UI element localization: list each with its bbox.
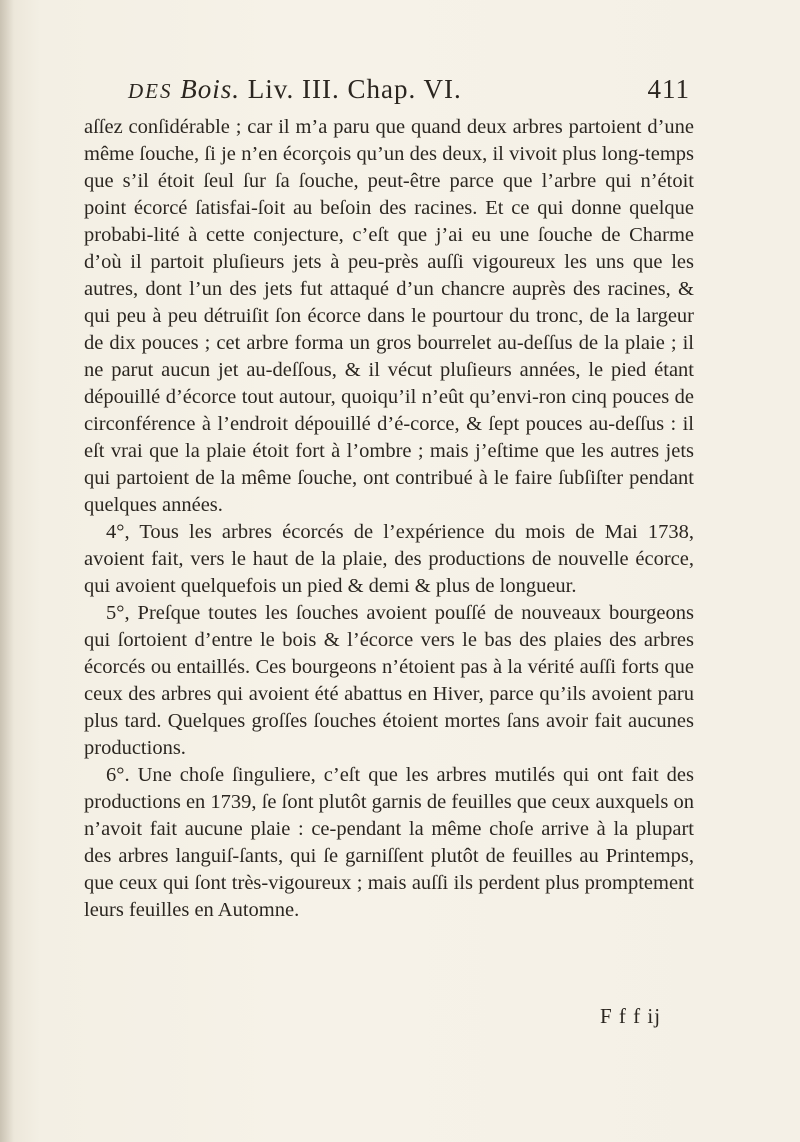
running-head-bois: Bois. <box>180 74 241 104</box>
body-text <box>84 114 694 924</box>
paragraph-item-5: 5°, Preſque toutes les ſouches avoient pouſſé de nouveaux bourgeons qui ſortoient d’entre le bois & l’écorce vers le bas des plaies des arbres écorcés ou entaillés. Ces bourgeons n’étoient pas à la vérité auſſi forts que ceux des arbres qui avoient été abattus en Hiver, parce qu’ils avoient paru plus tard. Quelques groſſes ſouches étoient mortes ſans avoir fait aucunes productions. <box>84 602 694 759</box>
running-head-title <box>128 74 462 105</box>
signature-mark: F f f ij <box>600 1004 662 1028</box>
running-head-des: DES <box>128 79 173 103</box>
page-number: 411 <box>647 74 690 104</box>
paragraph-item-4: 4°, Tous les arbres écorcés de l’expérience du mois de Mai 1738, avoient fait, vers le haut de la plaie, des productions de nouvelle écorce, qui avoient quelquefois un pied & demi & plus de longueur. <box>84 521 694 597</box>
paragraph-item-6: 6°. Une choſe ſinguliere, c’eſt que les arbres mutilés qui ont fait des productions en 1739, ſe ſont plutôt garnis de feuilles que ceux auxquels on n’avoit fait aucune plaie : ce-pendant la même choſe arrive à la plupart des arbres languiſ-ſants, qui ſe garniſſent plutôt de feuilles au Printemps, que ceux qui ſont très-vigoureux ; mais auſſi ils perdent plus promptement leurs feuilles en Automne. <box>84 764 694 921</box>
running-head-chapter: Liv. III. Chap. VI. <box>247 74 462 104</box>
running-head <box>128 74 690 114</box>
gutter-shadow <box>0 0 14 1142</box>
paragraph-continued: aſſez conſidérable ; car il m’a paru que quand deux arbres partoient d’une même ſouche, ſi je n’en écorçois qu’un des deux, il vivoit plus long-temps que s’il étoit ſeul ſur ſa ſouche, peut-être parce que l’arbre qui n’étoit point écorcé ſatisfai-ſoit au beſoin des racines. Et ce qui donne quelque probabi-lité à cette conjecture, c’eſt que j’ai eu une ſouche de Charme d’où il partoit pluſieurs jets à peu-près auſſi vigoureux les uns que les autres, dont l’un des jets fut attaqué d’un chancre auprès des racines, & qui peu à peu détruiſit ſon écorce dans le pourtour du tronc, de la largeur de dix pouces ; cet arbre forma un gros bourrelet au-deſſus de la plaie ; il ne parut aucun jet au-deſſous, & il vécut pluſieurs années, le pied étant dépouillé d’écorce tout autour, quoiqu’il n’eût qu’envi-ron cinq pouces de circonférence à l’endroit dépouillé d’é-corce, & ſept pouces au-deſſus : il eſt vrai que la plaie étoit fort à l’ombre ; mais j’eſtime que les autres jets qui partoient de la même ſouche, ont contribué à le faire ſubſiſter pendant quelques années. <box>84 116 694 516</box>
